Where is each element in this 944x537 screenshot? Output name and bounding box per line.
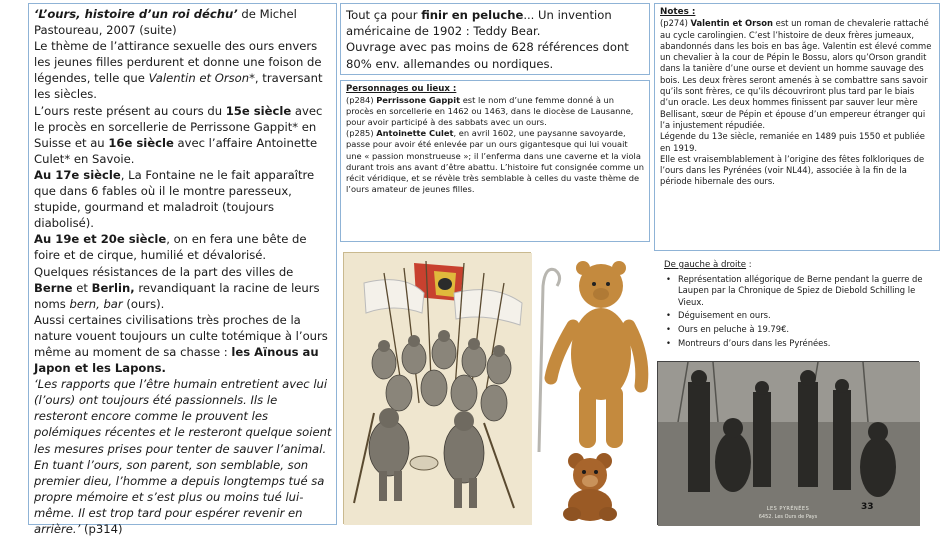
text-bold: Berne xyxy=(34,280,73,295)
quote-text: ‘Les rapports que l’être humain entretient avec lui (l’ours) ont toujours été passionnels. Ils le resteront encore comme le prouvent les polémiques récentes et le resteront quelque soient les mesures prises pour tenter de sauver l’animal. En tuant l’ours, son parent, son semblable, son premier dieu, l’homme a depuis longtemps tué sa propre mémoire et s’est plus ou moins tué lui-même. Il est trop tard pour espérer revenir en arrière.’ xyxy=(34,377,332,536)
chronicle-illustration-image xyxy=(343,252,531,524)
book-title: ‘L’ours, histoire d’un roi déchu’ xyxy=(34,7,238,21)
teddy-references: Ouvrage avec pas moins de 628 références dont 80% env. allemandes ou nordiques. xyxy=(346,40,629,71)
character-name: Perrissone Gappit xyxy=(376,95,461,106)
chronicle-drawing xyxy=(344,253,532,525)
book-author: de Michel Pastoureau, 2007 (suite) xyxy=(34,7,297,38)
paragraph-source xyxy=(34,6,332,38)
text-bold: Au 17e siècle xyxy=(34,167,121,182)
text-italic: Valentin et Orson xyxy=(148,71,250,86)
text: *, traversant les siècles. xyxy=(34,71,323,102)
text: avec l’affaire Antoinette Culet* en Savoie. xyxy=(34,135,318,166)
page-ref: (p284) xyxy=(346,95,377,106)
text-bold: 16e siècle xyxy=(108,135,174,150)
notes-title: Notes : xyxy=(660,7,696,17)
text: (ours). xyxy=(122,296,165,311)
text-italic: bern, bar xyxy=(69,296,123,311)
paragraph-15th xyxy=(34,103,332,167)
character-name: Antoinette Culet xyxy=(376,128,454,139)
quote-ref: (p314) xyxy=(80,522,123,536)
note-origin: Elle est vraisemblablement à l’origine des fêtes folkloriques de l’ours dans les Pyrénées (voir NL44), associée à la fin de la période hibernale des ours. xyxy=(660,153,925,187)
text: avec le procès en sorcellerie de Perrissone Gappit* en Suisse et au xyxy=(34,103,323,150)
page-ref: (p274) xyxy=(660,18,691,29)
list-item: • Montreurs d’ours dans les Pyrénées. xyxy=(664,338,942,350)
text: et xyxy=(72,280,92,295)
text-bold: les Aïnous au Japon et les Lapons. xyxy=(34,344,319,376)
text: ... Un invention américaine de 1902 : Teddy Bear. xyxy=(346,8,612,39)
main-text-box xyxy=(28,3,337,536)
text: revandiquant la racine de leurs noms xyxy=(34,280,320,311)
bear-costume-image xyxy=(533,256,653,456)
teddy-text xyxy=(346,7,644,39)
text: , La Fontaine ne le fait apparaître que dans 6 fables où il le montre paresseux, stupide, gourmand et maladroit (toujours diabolisé). xyxy=(34,167,315,231)
text: Aussi certaines civilisations très proches de la nature vouent toujours un culte totémique à l’ours même au moment de sa chasse : xyxy=(34,312,328,359)
text-bold: Berlin, xyxy=(91,280,135,295)
character-antoinette xyxy=(346,128,644,195)
characters-title: Personnages ou lieux : xyxy=(346,84,457,94)
paragraph-civilisations xyxy=(34,312,332,376)
text-bold: finir en peluche xyxy=(421,8,524,22)
captions-list xyxy=(664,274,942,350)
list-item: • Ours en peluche à 19.79€. xyxy=(664,324,942,336)
page-number: 33 xyxy=(861,502,874,512)
text-bold: 15e siècle xyxy=(225,103,292,118)
paragraph-17th xyxy=(34,167,332,231)
paragraph-19th xyxy=(34,231,332,263)
bear-costume-drawing xyxy=(533,256,653,456)
paragraph-cities xyxy=(34,264,332,312)
captions-title: De gauche à droite xyxy=(664,260,747,270)
teddy-plush-drawing xyxy=(556,451,624,523)
list-item: • Déguisement en ours. xyxy=(664,310,942,322)
text: est le nom d’une femme donné à un procès en sorcellerie en 1462 ou 1463, dans le diocèse de Lausanne, pour avoir participé à des sabbats avec un ours. xyxy=(346,95,634,128)
text: Quelques résistances de la part des villes de xyxy=(34,264,294,279)
bear-trainers-drawing xyxy=(658,362,920,526)
image-captions xyxy=(664,259,942,351)
note-valentin-orson xyxy=(660,18,934,131)
text-bold: Au 19e et 20e siècle xyxy=(34,232,167,247)
captions-title-suffix: : xyxy=(746,259,752,269)
text: Le thème de l’attirance sexuelle des ours envers les jeunes filles perdurent et donne une foison de légendes, telle que xyxy=(34,39,322,86)
photo-caption: LES PYRÉNÉES xyxy=(766,506,810,512)
note-name: Valentin et Orson xyxy=(690,18,773,29)
list-item: • Représentation allégorique de Berne pendant la guerre de Laupen par la Chronique de Spiez de Diebold Schilling le Vieux. xyxy=(664,274,942,309)
characters-box xyxy=(340,80,650,242)
character-perrissone xyxy=(346,95,644,128)
paragraph-quote xyxy=(34,376,332,537)
text: Tout ça pour xyxy=(346,8,422,22)
note-legend-date: Légende du 13e siècle, remaniée en 1489 puis 1550 et publiée en 1919. xyxy=(660,131,925,153)
teddy-bear-box xyxy=(340,3,650,75)
bear-trainers-photo-image xyxy=(657,361,919,525)
teddy-plush-image xyxy=(556,451,624,523)
text: L’ours reste présent au cours du xyxy=(34,103,226,118)
text: , en avril 1602, une paysanne savoyarde, passe pour avoir été enlevée par un ours gigantesque qui lui vouait une « passion monstrueuse »; il l’enferma dans une caverne et la viola durant trois ans avant d’être abattu. L’histoire fut consignée comme un récit véridique, et se révèle très semblable à celles du vaste thème de l’ours amateur de jeunes filles. xyxy=(346,128,645,194)
photo-subcaption: 6452. Les Ours de Pays xyxy=(758,514,818,520)
text: , on en fera une bête de foire et de cirque, humilié et dévalorisé. xyxy=(34,232,307,263)
notes-box xyxy=(654,3,940,251)
text: est un roman de chevalerie rattaché au cycle carolingien. C’est l’histoire de deux frères jumeaux, abandonnés dans les bois en bas âge. Valentin est élevé comme un chevalier à la cour de Pépin le Bossu, alors qu’Orson grandit dans la tanière d’une ourse et devient un homme sauvage des bois. Les deux frères seront amenés à se combattre sans savoir qu’ils sont frères, ce qu’ils découvriront plus tard par le biais d’un oracle. Les deux hommes finissent par sauver leur mère Bellisant, sœur de Pépin et épouse d’un empereur étranger qui l’a injustement répudiée. xyxy=(660,18,932,130)
paragraph-theme xyxy=(34,38,332,102)
page-ref: (p285) xyxy=(346,128,377,139)
captions-heading xyxy=(664,259,942,272)
